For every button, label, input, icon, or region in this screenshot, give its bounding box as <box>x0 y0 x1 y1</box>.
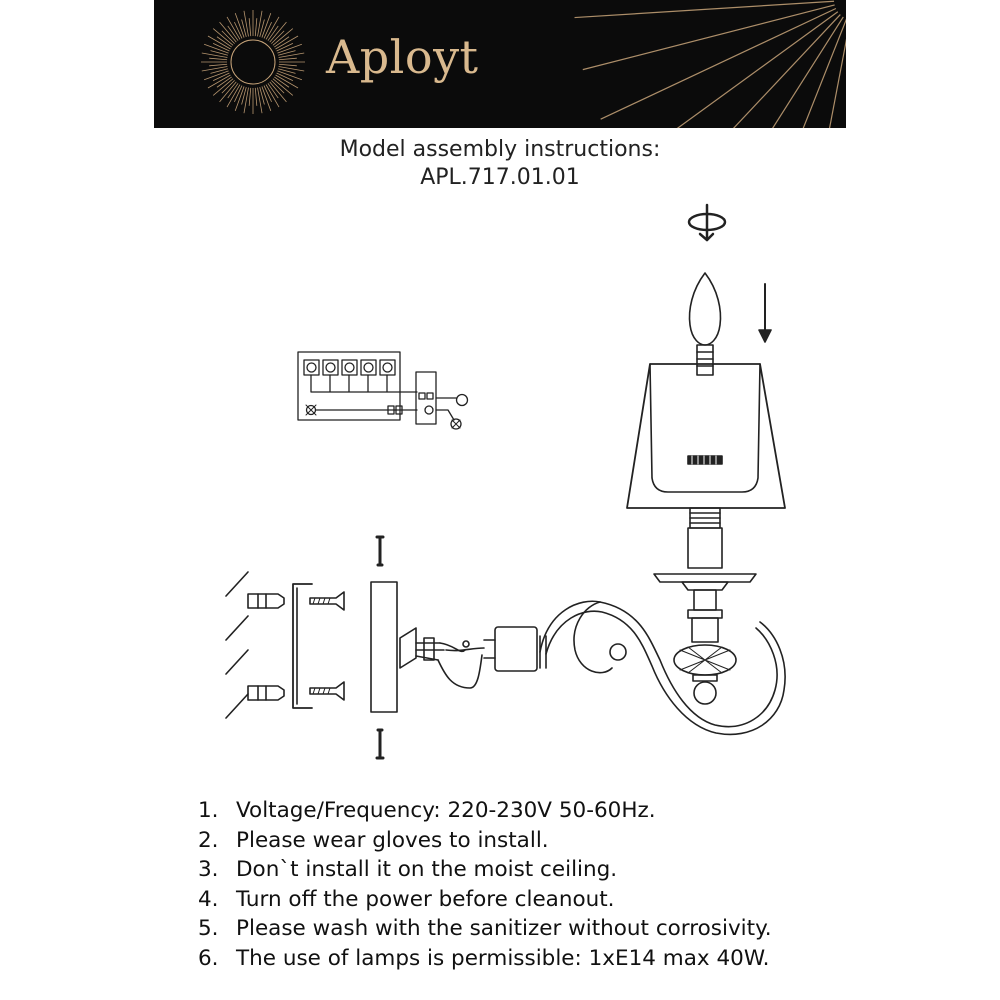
model-number: APL.717.01.01 <box>420 165 580 190</box>
connector-cup <box>484 627 537 671</box>
item-number: 5. <box>198 916 219 941</box>
item-text: Please wear gloves to install. <box>236 827 549 853</box>
item-text: The use of lamps is permissible: 1xE14 max 40W. <box>236 945 770 971</box>
sunburst-right-icon <box>575 0 846 128</box>
list-item <box>198 944 772 974</box>
terminal-row <box>304 360 395 375</box>
list-item <box>198 855 772 885</box>
item-number: 3. <box>198 857 219 882</box>
list-item <box>198 826 772 856</box>
crystal-bead <box>674 645 736 704</box>
scroll-arm <box>540 601 785 734</box>
item-text: Please wash with the sanitizer without corrosivity. <box>236 916 772 941</box>
item-number: 6. <box>198 945 219 971</box>
down-arrow-icon <box>759 284 771 342</box>
sunburst-decoration <box>154 0 846 128</box>
brand-banner <box>154 0 846 128</box>
title-line-1: Model assembly instructions: <box>339 137 661 162</box>
mounting-plate <box>371 537 397 758</box>
item-number: 1. <box>198 798 219 823</box>
rotate-icon <box>689 205 725 240</box>
item-text: Turn off the power before cleanout. <box>236 886 615 912</box>
candle-bulb <box>690 273 721 375</box>
wall-hatching <box>226 572 248 718</box>
assembly-diagram <box>0 190 1000 780</box>
screws <box>310 592 344 700</box>
list-item <box>198 885 772 915</box>
list-item <box>198 914 772 944</box>
item-text: Voltage/Frequency: 220-230V 50-60Hz. <box>236 798 656 823</box>
lampshade <box>627 364 785 508</box>
item-number: 2. <box>198 827 219 853</box>
item-number: 4. <box>198 886 219 912</box>
brand-logo-text: Aployt <box>326 30 479 84</box>
wiring-schematic <box>298 352 468 429</box>
document-title <box>0 136 1000 192</box>
candle-holder <box>654 508 756 642</box>
list-item <box>198 796 772 826</box>
wiring <box>400 628 484 688</box>
item-text: Don`t install it on the moist ceiling. <box>236 857 618 882</box>
sun-core <box>231 40 275 84</box>
mounting-bracket <box>293 584 312 708</box>
wall-anchors <box>248 594 284 700</box>
instructions-list <box>198 796 772 973</box>
